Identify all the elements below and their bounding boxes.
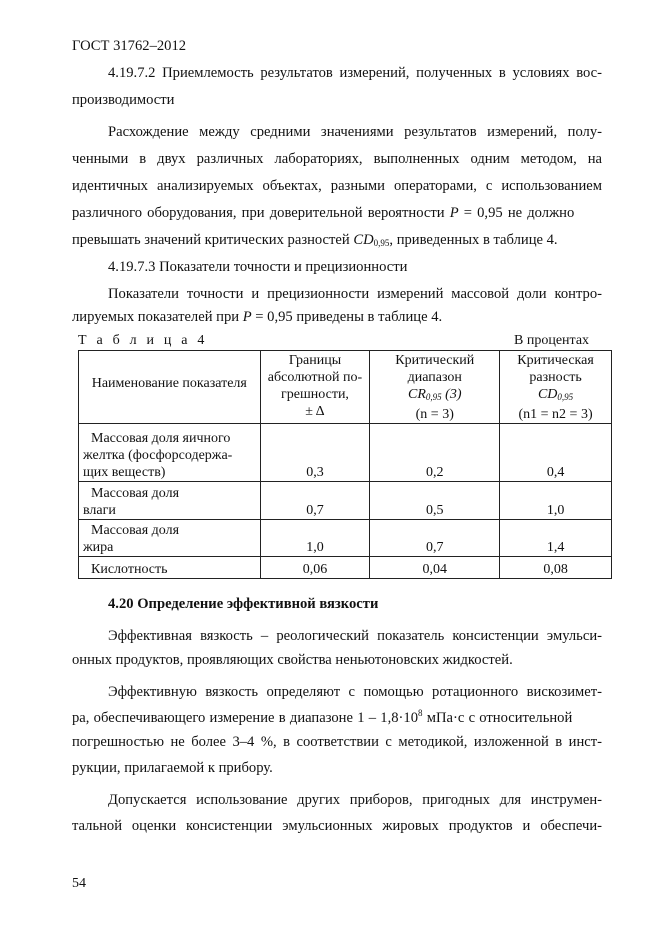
row-name-yolk: Массовая доля яичного желтка (фосфорсодержа- щих веществ) — [79, 424, 261, 482]
cell-abs-error: 0,3 — [260, 424, 370, 482]
cell-critical-range: 0,5 — [370, 482, 500, 520]
paragraph-line: рукции, прилагаемой к прибору. — [72, 760, 273, 776]
paragraph-line: Показатели точности и прецизионности измерений массовой доли контро- — [108, 286, 602, 302]
paragraph-line: погрешностью не более 3–4 %, в соответствии с методикой, изложенной в инст- — [72, 734, 602, 750]
paragraph-line: ченными в двух различных лабораториях, выполненных одним методом, на — [72, 151, 602, 167]
paragraph-line: тальной оценки консистенции эмульсионных жировых продуктов и обеспечи- — [72, 818, 602, 834]
table-header-row — [79, 351, 612, 424]
paragraph-line: ра, обеспечивающего измерение в диапазоне $1 - 1,8\cdot 10^8$ мПа·с с относительной — [72, 708, 573, 726]
section-heading-4-19-7-2-cont: производимости — [72, 92, 175, 108]
header-abs-error: Границы абсолютной по- грешности, ± Δ — [260, 351, 370, 424]
table-caption: Т а б л и ц а 4 — [78, 333, 208, 348]
cell-critical-range: 0,2 — [370, 424, 500, 482]
table-row — [79, 557, 612, 579]
cell-critical-difference: 0,4 — [500, 424, 612, 482]
header-critical-difference: Критическая разность $CD_{0,95}$ (n1 = n2 = 3) — [500, 351, 612, 424]
table-row — [79, 482, 612, 520]
cell-critical-range: 0,7 — [370, 520, 500, 557]
cell-abs-error: 0,06 — [260, 557, 370, 579]
row-name-moisture: Массовая доля влаги — [79, 482, 261, 520]
paragraph-line: превышать значений критических разностей $CD_{0,95}$, приведенных в таблице 4. — [72, 232, 558, 248]
section-title-4-20: 4.20 Определение эффективной вязкости — [108, 596, 379, 612]
paragraph-line: Эффективную вязкость определяют с помощью ротационного вискозимет- — [108, 684, 602, 700]
paragraph-line: Расхождение между средними значениями результатов измерений, полу- — [108, 124, 602, 140]
cell-critical-difference: 1,4 — [500, 520, 612, 557]
page-number: 54 — [72, 876, 86, 891]
paragraph-line: Эффективная вязкость – реологический показатель консистенции эмульси- — [108, 628, 602, 644]
table-units: В процентах — [514, 333, 590, 348]
paragraph-line: лируемых показателей при P = 0,95 приведены в таблице 4. — [72, 309, 443, 325]
section-heading-4-19-7-3: 4.19.7.3 Показатели точности и прецизионности — [108, 259, 408, 275]
cell-abs-error: 1,0 — [260, 520, 370, 557]
paragraph-line: идентичных анализируемых объектах, разными операторами, с использованием — [72, 178, 602, 194]
cell-critical-difference: 1,0 — [500, 482, 612, 520]
paragraph-line: онных продуктов, проявляющих свойства неньютоновских жидкостей. — [72, 652, 513, 668]
header-critical-range: Критический диапазон $CR_{0,95}$ (3) (n = 3) — [370, 351, 500, 424]
paragraph-line: Допускается использование других приборов, пригодных для инструмен- — [108, 792, 602, 808]
table-4 — [78, 350, 612, 579]
row-name-fat: Массовая доля жира — [79, 520, 261, 557]
document-header: ГОСТ 31762–2012 — [72, 38, 187, 54]
cell-critical-range: 0,04 — [370, 557, 500, 579]
cell-critical-difference: 0,08 — [500, 557, 612, 579]
row-name-acidity: Кислотность — [79, 557, 261, 579]
header-indicator-name: Наименование показателя — [79, 351, 261, 424]
cell-abs-error: 0,7 — [260, 482, 370, 520]
table-row — [79, 424, 612, 482]
section-heading-4-19-7-2: 4.19.7.2 Приемлемость результатов измерений, полученных в условиях вос- — [108, 65, 602, 81]
paragraph-line: различного оборудования, при доверительной вероятности P = 0,95 не должно — [72, 205, 575, 221]
table-row — [79, 520, 612, 557]
